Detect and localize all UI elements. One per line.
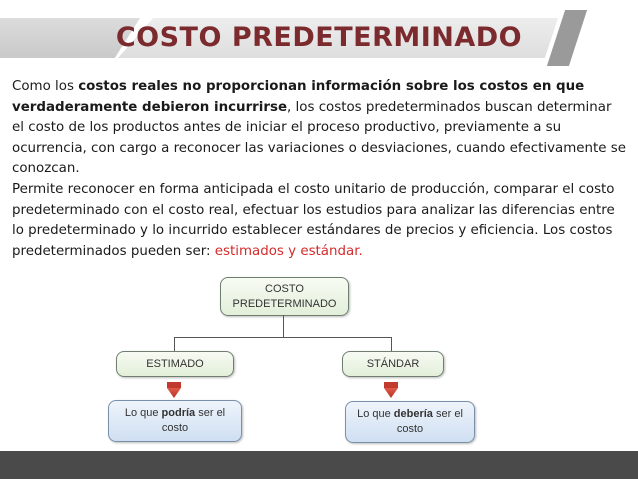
standar-box bbox=[342, 351, 444, 377]
standar-label: STÁNDAR bbox=[366, 357, 420, 370]
estimado-desc-line2: costo bbox=[161, 422, 189, 434]
arrow-right-stem bbox=[384, 382, 398, 388]
connector-root bbox=[283, 315, 284, 337]
slide-title: COSTO PREDETERMINADO bbox=[115, 22, 523, 53]
arrow-down-right-icon bbox=[384, 388, 398, 398]
estimado-description-box bbox=[108, 400, 242, 442]
footer-bar bbox=[0, 451, 638, 479]
root-label-line2: PREDETERMINADO bbox=[232, 297, 337, 310]
standar-desc-line2: costo bbox=[396, 423, 424, 435]
paragraph-types bbox=[12, 180, 626, 262]
connector-right bbox=[391, 337, 392, 351]
estimado-box bbox=[116, 351, 234, 377]
standar-description-box bbox=[345, 401, 475, 443]
types-text: Permite reconocer en forma anticipada el costo unitario de producción, comparar el costo predeterminado con el costo real, efectuar los estudios para analizar las diferencias entre lo predeterminado y lo incurrido establecer estándares de precios y eficiencia. Los costos predeterminados pueden ser: bbox=[12, 182, 615, 259]
arrow-left-stem bbox=[167, 382, 181, 388]
connector-left bbox=[174, 337, 175, 351]
intro-text-2: , los costos predeterminados buscan determinar el costo de los productos antes de iniciar el proceso productivo, previamente a su ocurrencia, con cargo a reconocer las variaciones o desviaciones, cuando efectivamente se conozcan. bbox=[12, 99, 626, 176]
root-box bbox=[220, 277, 349, 316]
arrow-down-left-icon bbox=[167, 388, 181, 398]
root-label-line1: COSTO bbox=[265, 282, 304, 295]
paragraph-intro bbox=[12, 77, 626, 180]
estimado-desc-line1: Lo que podría ser el bbox=[124, 407, 226, 419]
standar-desc-line1: Lo que debería ser el bbox=[357, 408, 463, 420]
intro-bold-text: costos reales no proporcionan información sobre los costos en que verdaderamente debieron incurrirse bbox=[12, 79, 585, 115]
types-highlight: estimados y estándar. bbox=[214, 243, 363, 259]
intro-text-1: Como los bbox=[12, 79, 79, 94]
connector-horizontal bbox=[174, 337, 392, 338]
estimado-label: ESTIMADO bbox=[146, 357, 204, 370]
